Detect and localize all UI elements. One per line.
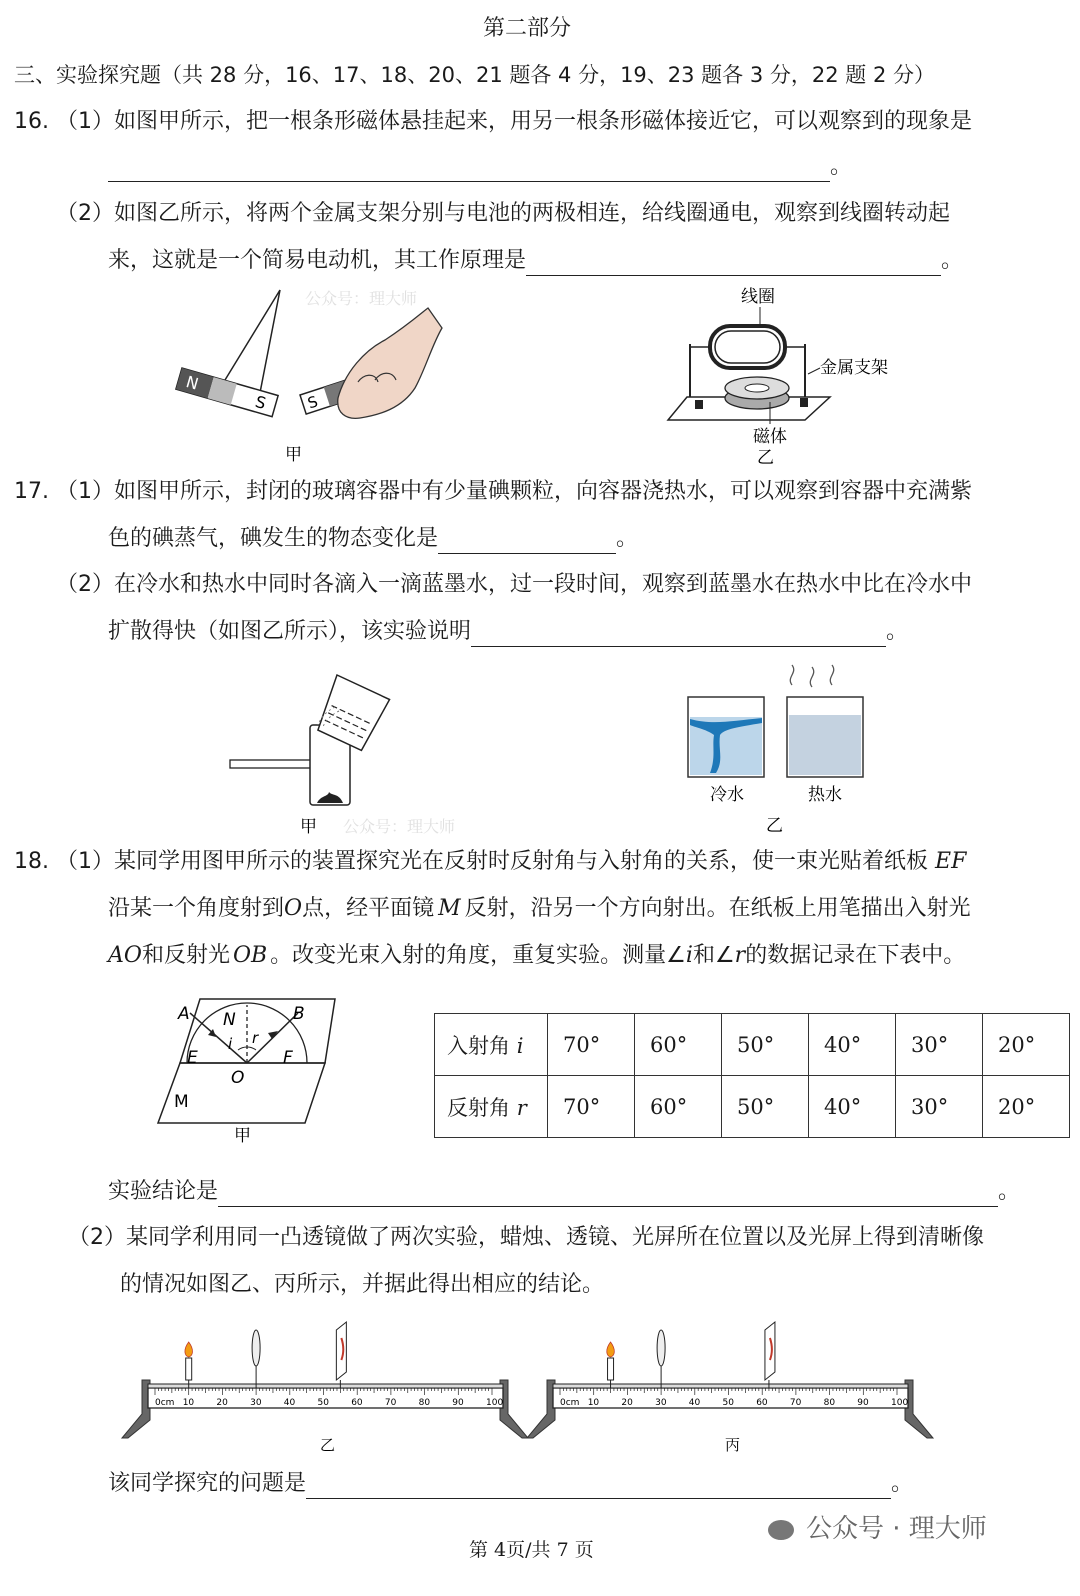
scale-label: 0cm [155,1398,175,1408]
table-cell: 60° [635,1014,722,1076]
optical-bench-bing [525,1310,945,1460]
table-cell: 40° [809,1076,896,1138]
bench-leg-right [500,1380,528,1438]
bench-leg-left [527,1380,555,1438]
figure-caption: 乙 [320,1436,336,1454]
table-header-incident: 入射角 i [435,1014,548,1076]
scale-label: 100 [891,1398,909,1408]
label-B: B [293,1004,305,1024]
label-r: r [252,1029,259,1047]
scale-label: 40 [283,1398,296,1408]
figure-caption: 甲 [234,1126,251,1146]
q16-part2-line2: 来，这就是一个简易电动机，其工作原理是 。 [108,246,963,276]
scale-label: 10 [587,1398,600,1408]
part3-heading: 三、实验探究题（共 28 分，16、17、18、20、21 题各 4 分，19、23 题各 3 分，22 题 2 分） [14,63,936,87]
angle-table [434,1013,1070,1138]
convex-lens [252,1330,260,1366]
page-number: 第 4页/共 7 页 [469,1539,594,1561]
scale-label: 50 [317,1398,329,1408]
q17-part1-line1: （1）如图甲所示，封闭的玻璃容器中有少量碘颗粒，向容器浇热水，可以观察到容器中充满紫 [56,479,973,504]
table-cell: 50° [722,1014,809,1076]
coil-label: 线圈 [741,287,775,307]
q18-part1-line2: 沿某一个角度射到O点，经平面镜 M 反射，沿另一个方向射出。在纸板上用笔描出入射光 [108,896,971,921]
answer-blank[interactable] [218,1182,998,1207]
q17-figure-iodine [225,655,515,840]
scale-label: 90 [857,1398,869,1408]
scale-label: 90 [452,1398,464,1408]
q18-part2-line2: 的情况如图乙、丙所示，并据此得出相应的结论。 [120,1272,605,1297]
q16-part1-answer: 。 [108,152,852,182]
q16-part1-text: （1）如图甲所示，把一根条形磁体悬挂起来，用另一根条形磁体接近它，可以观察到的现象是 [56,109,973,134]
table-cell: 30° [896,1076,983,1138]
table-cell: 70° [548,1076,635,1138]
label-i: i [228,1035,233,1053]
table-cell: 60° [635,1076,722,1138]
q17-figure-beakers [682,655,882,840]
watermark: 公众号：理大师 [305,289,418,308]
table-cell: 20° [983,1014,1070,1076]
light-screen [765,1322,775,1380]
label-O: O [231,1068,245,1088]
bench-leg-right [905,1380,933,1438]
table-header-reflected: 反射角 r [435,1076,548,1138]
q17-part1-line2: 色的碘蒸气，碘发生的物态变化是 。 [108,524,638,554]
label-F: F [283,1048,293,1068]
magnet-label: 磁体 [753,427,787,447]
table-cell: 20° [983,1076,1070,1138]
q17-part2-line1: （2）在冷水和热水中同时各滴入一滴蓝墨水，过一段时间，观察到蓝墨水在热水中比在冷水中 [56,572,973,597]
answer-blank[interactable] [108,157,830,182]
bench-rail-top [148,1384,503,1388]
bracket-label: 金属支架 [820,358,888,378]
scale-label: 80 [823,1398,836,1408]
scale-label: 50 [722,1398,734,1408]
q18-part1-line3: AO和反射光 OB 。改变光束入射的角度，重复实验。测量∠i和∠r的数据记录在下表中。 [108,943,966,968]
bench-rail-top [553,1384,908,1388]
magnet-n-label: N [183,372,201,394]
table-cell: 40° [809,1014,896,1076]
scale-label: 70 [789,1398,802,1408]
figure-caption: 甲 [300,817,317,837]
watermark: 公众号：理大师 [343,817,456,836]
scale-label: 60 [351,1398,363,1408]
table-cell: 50° [722,1076,809,1138]
q16-part2-line1: （2）如图乙所示，将两个金属支架分别与电池的两极相连，给线圈通电，观察到线圈转动起 [56,201,951,226]
answer-blank[interactable] [438,529,616,554]
q18-number: 18. [14,849,49,874]
table-cell: 70° [548,1014,635,1076]
optical-bench-yi [120,1310,540,1460]
label-M: M [174,1092,189,1112]
q18-question: 该同学探究的问题是 。 [108,1469,913,1499]
magnet2-s-label: S [305,392,321,413]
cold-water-label: 冷水 [710,785,744,805]
scale-label: 10 [182,1398,195,1408]
magnet-s-label: S [253,391,269,414]
convex-lens [657,1330,665,1366]
q18-figure-reflection [150,995,350,1145]
scale-label: 0cm [560,1398,580,1408]
candle [608,1358,614,1380]
q16-figure-motor [665,282,925,467]
figure-caption: 乙 [766,816,783,836]
figure-caption: 甲 [285,445,302,465]
scale-label: 20 [621,1398,633,1408]
figure-caption: 乙 [757,448,774,468]
wechat-icon [768,1520,794,1540]
scale-label: 40 [688,1398,701,1408]
candle-flame [607,1342,615,1357]
table-row [435,1076,1070,1138]
answer-blank[interactable] [471,622,886,647]
q17-part2-line2: 扩散得快（如图乙所示），该实验说明 。 [108,617,908,647]
q16-number: 16. [14,109,49,134]
hot-water-label: 热水 [808,785,842,805]
scale-label: 100 [486,1398,504,1408]
q17-number: 17. [14,479,49,504]
candle-flame [185,1342,193,1357]
label-A: A [178,1004,190,1024]
table-cell: 30° [896,1014,983,1076]
bench-leg-left [122,1380,150,1438]
scale-label: 30 [250,1398,262,1408]
scale-label: 80 [418,1398,431,1408]
scale-label: 20 [216,1398,228,1408]
scale-label: 60 [756,1398,768,1408]
scale-label: 30 [655,1398,667,1408]
brand-watermark: 公众号 · 理大师 [768,1508,987,1545]
answer-blank[interactable] [526,251,941,276]
light-screen [336,1322,346,1380]
section-title: 第二部分 [483,16,572,41]
label-E: E [187,1048,198,1068]
answer-blank[interactable] [306,1474,891,1499]
q16-figure-magnets [170,280,460,465]
q18-part1-line1: （1）某同学用图甲所示的装置探究光在反射时反射角与入射角的关系，使一束光贴着纸板 EF [56,849,967,874]
label-N: N [223,1010,236,1030]
figure-caption: 丙 [725,1436,741,1454]
q18-conclusion: 实验结论是 。 [108,1177,1020,1207]
candle [186,1358,192,1380]
table-row [435,1014,1070,1076]
scale-label: 70 [384,1398,397,1408]
q18-part2-line1: （2）某同学利用同一凸透镜做了两次实验，蜡烛、透镜、光屏所在位置以及光屏上得到清晰像 [68,1225,985,1250]
